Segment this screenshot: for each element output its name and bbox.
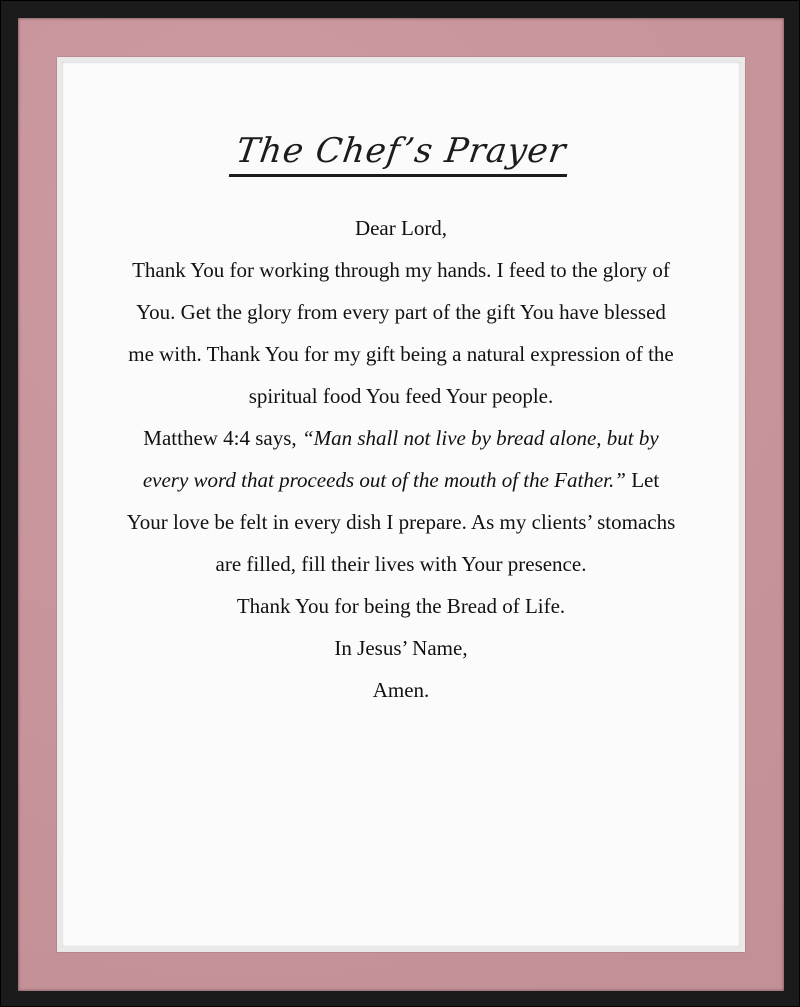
scripture-quote: “Man shall not live by bread alone, but by every word that proceeds out of the mouth of the Father.” — [142, 426, 659, 492]
document-title: The Chef’s Prayer — [229, 131, 573, 177]
paragraph-scripture — [121, 417, 681, 585]
scripture-intro: Matthew 4:4 says, — [143, 426, 302, 450]
title-container — [1, 131, 800, 177]
amen-line: Amen. — [372, 678, 430, 702]
paragraph-gift: Thank You for working through my hands. I feed to the glory of You. Get the glory from every part of the gift You have blessed me with. Thank You for my gift being a natural expression of the spiritual food You feed Your people. — [128, 258, 674, 408]
prayer-body — [121, 207, 681, 711]
greeting-line: Dear Lord, — [354, 216, 448, 240]
closing-line: In Jesus’ Name, — [334, 636, 468, 660]
paragraph-bread-of-life: Thank You for being the Bread of Life. — [236, 594, 566, 618]
scripture-rest: Let Your love be felt in every dish I prepare. As my clients’ stomachs are filled, fill their lives with Your presence. — [126, 468, 676, 576]
